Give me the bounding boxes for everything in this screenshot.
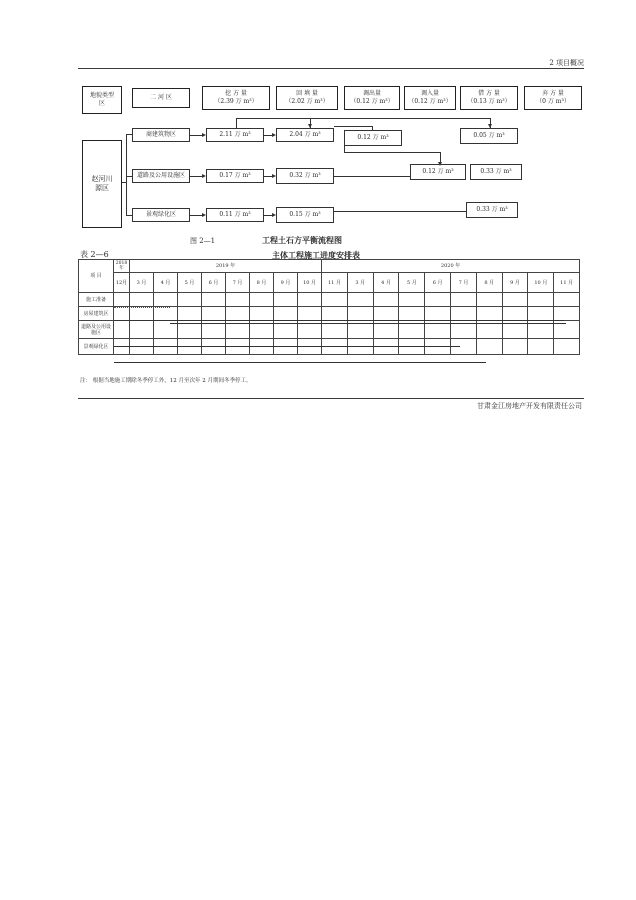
item-header: 项 目 <box>79 260 114 293</box>
month-header: 4 月 <box>154 273 178 293</box>
month-header: 5 月 <box>178 273 202 293</box>
month-header: 7 月 <box>451 273 477 293</box>
month-header: 3 月 <box>130 273 154 293</box>
figure-caption-title: 工程土石方平衡流程图 <box>262 235 342 245</box>
fill-total-box: 回 填 量 （2.02 万 m³） <box>276 86 338 110</box>
r1-transfer-box: 0.12 万 m³ <box>344 130 402 146</box>
month-header: 10 月 <box>298 273 322 293</box>
r2-transfer-in-box: 0.12 万 m³ <box>410 164 466 180</box>
r2-excavation-box: 0.17 万 m³ <box>206 169 264 183</box>
month-header: 3 月 <box>347 273 373 293</box>
gantt-bar-landscape <box>114 362 486 363</box>
row-label: 道路及公用设施区 <box>79 321 114 339</box>
r3-fill-box: 0.15 万 m³ <box>276 207 334 223</box>
month-header: 11 月 <box>322 273 348 293</box>
sub-zone-landscape: 景观绿化区 <box>132 208 190 222</box>
gantt-bar-preparation <box>114 307 170 308</box>
year-2020-header: 2020 年 <box>322 260 580 273</box>
table-note: 注： 根据当地施工期除冬季停工外，12 月至次年 2 月期间冬季停工。 <box>80 378 252 384</box>
r2-borrow-box: 0.33 万 m³ <box>470 164 522 180</box>
month-header: 8 月 <box>250 273 274 293</box>
month-header: 4 月 <box>373 273 399 293</box>
gantt-bar-building-2 <box>170 323 566 324</box>
table-number: 表 2—6 <box>80 250 109 259</box>
month-header: 11 月 <box>554 273 580 293</box>
month-header: 10 月 <box>528 273 554 293</box>
month-header: 9 月 <box>502 273 528 293</box>
excavation-total-box: 挖 方 量 （2.39 万 m³） <box>202 86 270 110</box>
month-header: 12月 <box>114 273 130 293</box>
r3-excavation-box: 0.11 万 m³ <box>206 208 264 222</box>
r1-excavation-box: 2.11 万 m³ <box>206 128 264 142</box>
spoil-total-box: 弃 方 量 （0 万 m³） <box>524 86 582 110</box>
row-label: 施工准备 <box>79 293 114 307</box>
r1-spoil-box: 0.05 万 m³ <box>460 128 518 144</box>
gantt-bar-building <box>114 320 564 321</box>
year-2019-header: 2019 年 <box>130 260 322 273</box>
month-header: 5 月 <box>399 273 425 293</box>
table-title: 主体工程施工进度安排表 <box>272 250 360 260</box>
row-label: 房屋建筑区 <box>79 307 114 321</box>
r1-fill-box: 2.04 万 m³ <box>276 128 334 142</box>
footer-rule <box>78 398 584 399</box>
sub-zone-building: 商建筑物区 <box>132 128 190 142</box>
r2-fill-box: 0.32 万 m³ <box>276 168 334 184</box>
transfer-out-total-box: 调出量 （0.12 万 m³） <box>344 86 400 110</box>
header-rule <box>78 68 584 69</box>
section-header: 2 项目概况 <box>549 59 584 67</box>
month-header: 9 月 <box>274 273 298 293</box>
year-2018-header: 2018年 <box>114 260 130 273</box>
month-header: 6 月 <box>202 273 226 293</box>
sub-zone-road: 道路及公用设施区 <box>132 169 190 183</box>
month-header: 6 月 <box>425 273 451 293</box>
row-label: 景观绿化区 <box>79 339 114 355</box>
figure-caption-label: 图 2—1 <box>190 237 216 245</box>
borrow-total-box: 借 方 量 （0.13 万 m³） <box>460 86 518 110</box>
footer-company: 甘肃金江房地产开发有限责任公司 <box>477 402 582 410</box>
region-box: 二 河 区 <box>132 88 190 108</box>
r3-borrow-box: 0.33 万 m³ <box>466 202 518 218</box>
zone-type-box: 地貌类型区 <box>82 86 122 114</box>
month-header: 8 月 <box>476 273 502 293</box>
main-zone-box: 赵河川 源区 <box>82 140 122 228</box>
gantt-bar-road <box>114 346 460 347</box>
transfer-in-total-box: 调入量 （0.12 万 m³） <box>404 86 456 110</box>
month-header: 7 月 <box>226 273 250 293</box>
